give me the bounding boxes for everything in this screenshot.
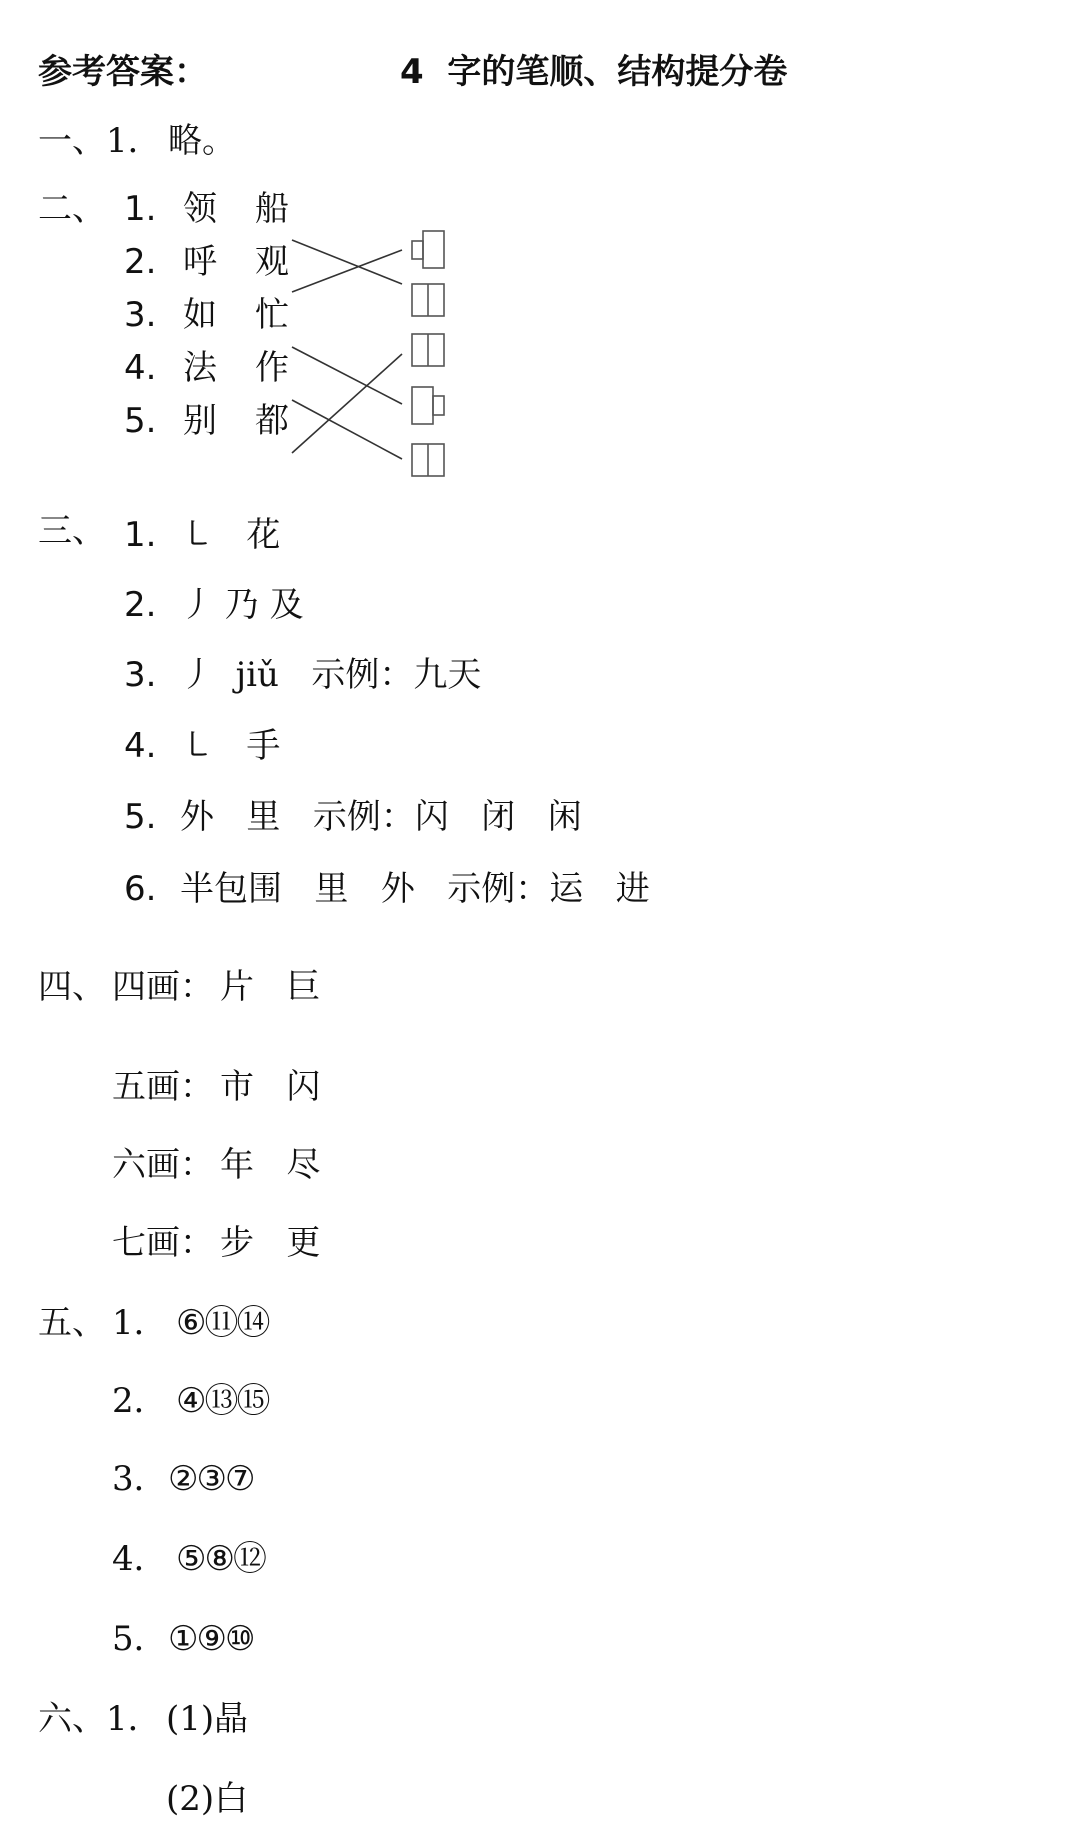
circled-number-answer: ⑤⑧⑫	[176, 1539, 265, 1579]
sub-answer: (2)白	[166, 1779, 249, 1819]
section-1-answer: 略。	[168, 121, 236, 161]
item-answer: 丿 jiǔ 示例：九天	[180, 655, 482, 695]
page-title: 4 字的笔顺、结构提分卷	[400, 52, 788, 92]
match-row-number: 4.	[124, 348, 157, 388]
section-2-mark: 二、	[38, 189, 106, 229]
stroke-count-label: 四画：	[112, 967, 214, 1007]
item-number: 2.	[124, 585, 157, 625]
left-narrow-right-wide-icon	[412, 231, 444, 268]
item-number: 3.	[124, 655, 157, 695]
item-answer: ㇄ 手	[180, 726, 281, 766]
stroke-count-label: 六画：	[112, 1145, 214, 1185]
match-line	[292, 400, 402, 459]
left-right-equal-icon	[412, 284, 444, 316]
item-number: 1．	[112, 1303, 168, 1343]
match-row-number: 5.	[124, 401, 157, 441]
item-number: 4．	[112, 1539, 168, 1579]
left-wide-right-narrow-icon	[412, 387, 444, 424]
stroke-count-label: 七画：	[112, 1223, 214, 1263]
stroke-count-chars: 市 闪	[220, 1067, 321, 1107]
match-row-number: 3.	[124, 295, 157, 335]
circled-number-answer: ②③⑦	[168, 1459, 254, 1499]
match-line	[292, 240, 402, 284]
stroke-count-label: 五画：	[112, 1067, 214, 1107]
left-right-equal-icon	[412, 444, 444, 476]
section-4-mark: 四、	[38, 967, 106, 1007]
match-row-number: 1.	[124, 189, 157, 229]
match-line	[292, 354, 402, 453]
match-char-right: 船	[255, 189, 289, 229]
match-char-left: 领	[183, 189, 217, 229]
matching-diagram	[0, 0, 1080, 520]
section-3-mark: 三、	[38, 511, 106, 551]
match-char-right: 忙	[255, 295, 289, 335]
item-number: 6.	[124, 869, 157, 909]
sub-answer: (1)晶	[166, 1699, 249, 1739]
item-number: 1.	[124, 515, 157, 555]
item-number: 3．	[112, 1459, 168, 1499]
circled-number-answer: ④⑬⑮	[176, 1381, 269, 1421]
section-6-mark: 六、1．	[38, 1699, 162, 1739]
item-answer: 丿 乃 及	[180, 585, 304, 625]
match-char-right: 观	[255, 242, 289, 282]
match-char-left: 如	[183, 295, 217, 335]
circled-number-answer: ⑥⑪⑭	[176, 1303, 269, 1343]
match-char-right: 作	[255, 348, 289, 388]
match-row-number: 2.	[124, 242, 157, 282]
section-5-mark: 五、	[38, 1303, 106, 1343]
item-number: 4.	[124, 726, 157, 766]
answer-key-label: 参考答案：	[38, 52, 208, 92]
section-1-mark: 一、1．	[38, 121, 162, 161]
stroke-count-chars: 片 巨	[220, 967, 321, 1007]
match-char-left: 呼	[183, 242, 217, 282]
item-number: 2．	[112, 1381, 168, 1421]
match-char-left: 别	[183, 401, 217, 441]
item-answer: 外 里 示例：闪 闭 闲	[180, 797, 582, 837]
match-line	[292, 347, 402, 404]
item-answer: 半包围 里 外 示例：运 进	[180, 869, 650, 909]
circled-number-answer: ①⑨⑩	[168, 1619, 254, 1659]
match-char-right: 都	[255, 401, 289, 441]
item-answer: ㇄ 花	[180, 515, 281, 555]
item-number: 5．	[112, 1619, 168, 1659]
item-number: 5.	[124, 797, 157, 837]
match-char-left: 法	[183, 348, 217, 388]
stroke-count-chars: 年 尽	[220, 1145, 321, 1185]
left-right-equal-icon	[412, 334, 444, 366]
stroke-count-chars: 步 更	[220, 1223, 321, 1263]
match-line	[292, 250, 402, 292]
